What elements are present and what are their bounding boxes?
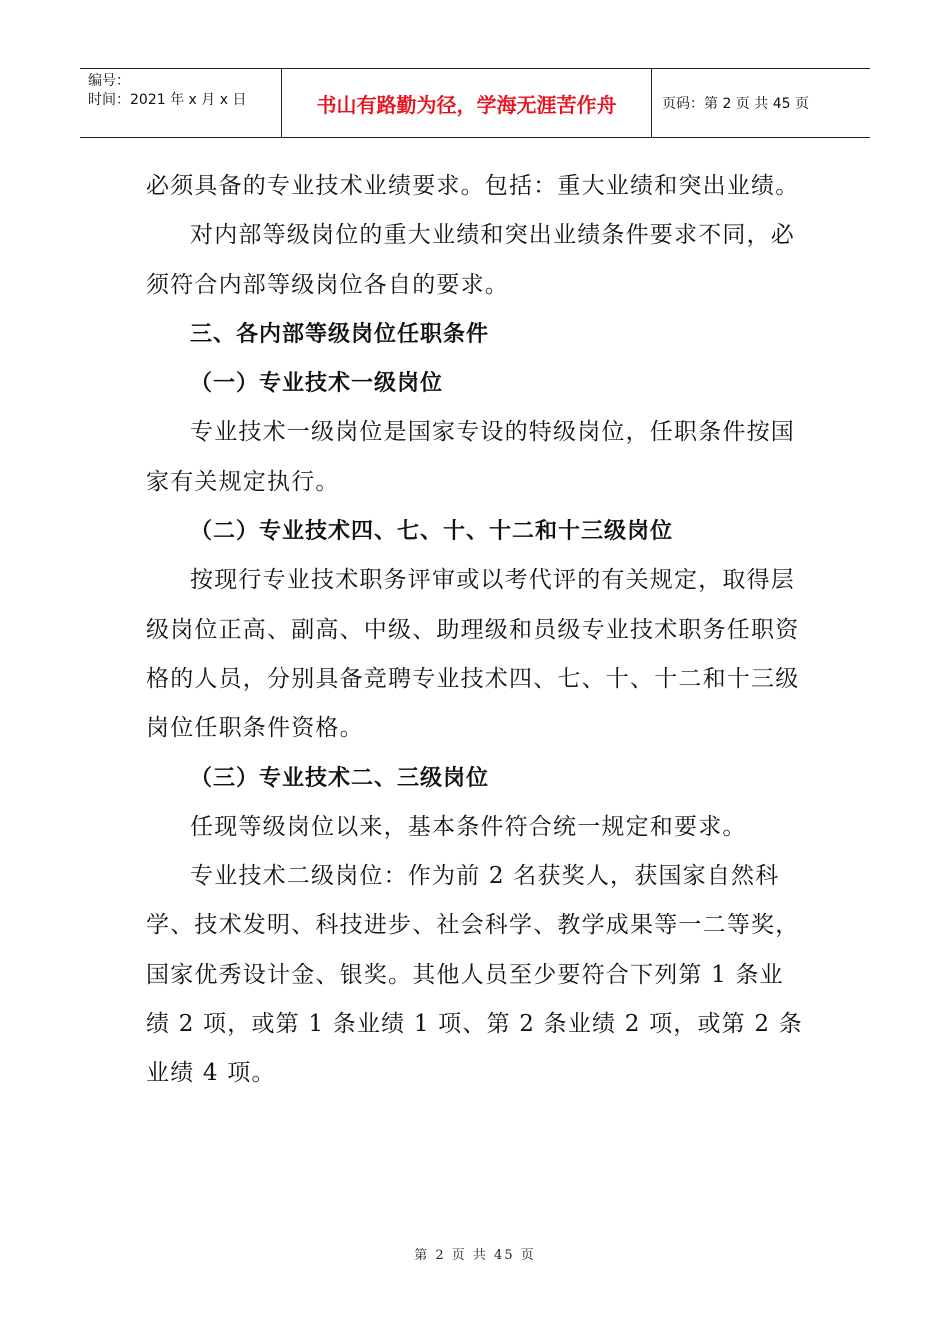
section-heading: 三、各内部等级岗位任职条件 [190,321,490,347]
paragraph: 必须具备的专业技术业绩要求。包括：重大业绩和突出业绩。 [146,173,800,199]
subsection-heading: （二）专业技术四、七、十、十二和十三级岗位 [190,519,674,545]
document-body [146,162,806,1099]
paragraph: 专业技术一级岗位是国家专设的特级岗位，任职条件按国家有关规定执行。 [146,419,795,495]
header-page-code: 页码：第 2 页 共 45 页 [662,96,809,112]
page-footer: 第 2 页 共 45 页 [414,1248,536,1263]
paragraph: 按现行专业技术职务评审或以考代评的有关规定，取得层级岗位正高、副高、中级、助理级和员级专业技术职务任职资格的人员，分别具备竞聘专业技术四、七、十、十二和十三级岗位任职条件资格。 [146,567,800,742]
header-meta-cell [80,69,282,137]
subsection-heading: （一）专业技术一级岗位 [190,371,444,397]
document-time-label: 时间：2021 年 x 月 x 日 [88,92,247,108]
header-table [80,68,870,138]
header-motto: 书山有路勤为径，学海无涯苦作舟 [282,69,652,137]
paragraph: 专业技术二级岗位：作为前 2 名获奖人，获国家自然科学、技术发明、科技进步、社会科学、教学成果等一二等奖，国家优秀设计金、银奖。其他人员至少要符合下列第 1 条业绩 2 项，或第 1 条业绩 1 项、第 2 条业绩 2 项，或第 2 条业绩 4 项。 [146,863,803,1087]
paragraph: 任现等级岗位以来，基本条件符合统一规定和要求。 [190,813,747,840]
subsection-heading: （三）专业技术二、三级岗位 [190,765,490,791]
paragraph: 对内部等级岗位的重大业绩和突出业绩条件要求不同，必须符合内部等级岗位各自的要求。 [146,222,795,298]
document-number-label: 编号： [88,73,130,89]
